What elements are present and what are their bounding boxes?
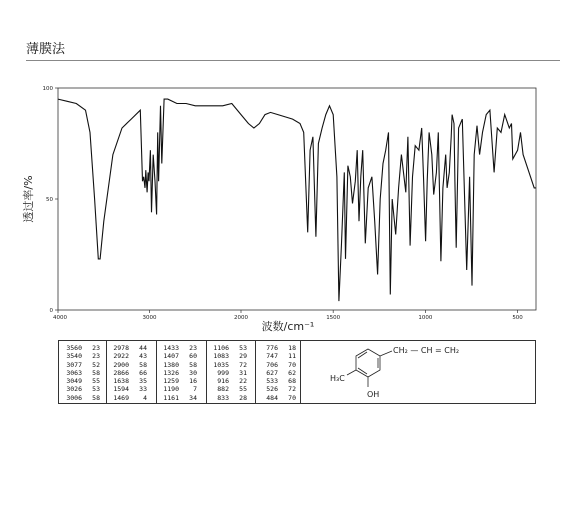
peak-table-row	[62, 361, 100, 369]
peak-table-row	[159, 344, 197, 352]
peak-wavenumber: 3006	[66, 393, 82, 402]
peak-transmittance: 55	[92, 377, 100, 386]
peak-transmittance: 72	[239, 360, 247, 369]
peak-wavenumber: 882	[217, 385, 229, 394]
peak-transmittance: 35	[139, 377, 147, 386]
peak-transmittance: 55	[239, 385, 247, 394]
peak-table-row	[258, 369, 296, 377]
peak-transmittance: 4	[143, 393, 147, 402]
hydroxyl-label: OH	[367, 390, 380, 399]
benzene-ring	[356, 349, 380, 377]
x-axis-label: 波数/cm⁻¹	[261, 320, 315, 333]
peak-wavenumber: 2900	[113, 360, 129, 369]
peak-table-row	[258, 377, 296, 385]
x-tick-label: 1500	[326, 315, 341, 321]
peak-wavenumber: 3063	[66, 368, 82, 377]
peak-transmittance: 58	[92, 368, 100, 377]
peak-transmittance: 62	[288, 368, 296, 377]
peak-transmittance: 52	[92, 360, 100, 369]
allyl-chain-label: CH₂ — CH = CH₂	[393, 346, 460, 355]
peak-wavenumber: 916	[217, 377, 229, 386]
peak-transmittance: 31	[239, 368, 247, 377]
molecular-structure	[300, 341, 535, 403]
peak-transmittance: 58	[92, 393, 100, 402]
peak-table-row	[258, 344, 296, 352]
peak-transmittance: 68	[288, 377, 296, 386]
peak-table-row	[159, 385, 197, 393]
peak-transmittance: 70	[288, 393, 296, 402]
peak-transmittance: 66	[139, 368, 147, 377]
y-tick-label: 100	[42, 86, 53, 92]
page-title: 薄膜法	[26, 42, 66, 57]
peak-table-row	[209, 385, 247, 393]
peak-table-row	[109, 352, 147, 360]
x-tick-label: 3000	[142, 315, 157, 321]
peak-wavenumber: 706	[266, 360, 278, 369]
peak-table-row	[159, 369, 197, 377]
peak-transmittance: 60	[189, 352, 197, 361]
peak-table-row	[258, 352, 296, 360]
peak-wavenumber: 533	[266, 377, 278, 386]
y-tick-label: 50	[46, 197, 53, 203]
peak-wavenumber: 2922	[113, 352, 129, 361]
peak-transmittance: 18	[288, 344, 296, 352]
peak-wavenumber: 3560	[66, 344, 82, 352]
peak-transmittance: 44	[139, 344, 147, 352]
peak-transmittance: 16	[189, 377, 197, 386]
peak-table-row	[62, 394, 100, 402]
peak-transmittance: 11	[288, 352, 296, 361]
peak-transmittance: 28	[239, 393, 247, 402]
peak-table-row	[109, 344, 147, 352]
peak-wavenumber: 3049	[66, 377, 82, 386]
x-tick-label: 1000	[418, 315, 433, 321]
bond-to-allyl	[380, 351, 392, 356]
peak-wavenumber: 833	[217, 393, 229, 402]
peak-wavenumber: 1638	[113, 377, 129, 386]
peak-transmittance: 22	[239, 377, 247, 386]
peak-wavenumber: 1161	[163, 393, 179, 402]
peak-transmittance: 43	[139, 352, 147, 361]
peak-transmittance: 70	[288, 360, 296, 369]
peak-transmittance: 23	[92, 352, 100, 361]
peak-wavenumber: 3026	[66, 385, 82, 394]
peak-table-row	[109, 369, 147, 377]
peak-table-row	[159, 377, 197, 385]
peak-wavenumber: 1594	[113, 385, 129, 394]
peak-wavenumber: 1035	[213, 360, 229, 369]
peak-table-row	[62, 344, 100, 352]
peak-transmittance: 58	[139, 360, 147, 369]
x-tick-label: 4000	[53, 315, 67, 321]
peak-wavenumber: 2978	[113, 344, 129, 352]
peak-table-row	[62, 377, 100, 385]
peak-table-row	[109, 361, 147, 369]
peak-table	[58, 340, 536, 404]
peak-wavenumber: 776	[266, 344, 278, 352]
peak-table-row	[159, 352, 197, 360]
peak-table-row	[258, 385, 296, 393]
peak-transmittance: 7	[193, 385, 197, 394]
peak-wavenumber: 2866	[113, 368, 129, 377]
spectrum-series-line	[58, 99, 536, 301]
peak-wavenumber: 1407	[163, 352, 179, 361]
peak-table-row	[209, 369, 247, 377]
peak-transmittance: 33	[139, 385, 147, 394]
peak-table-column	[156, 341, 207, 403]
peak-table-row	[62, 385, 100, 393]
peak-transmittance: 58	[189, 360, 197, 369]
peak-wavenumber: 484	[266, 393, 278, 402]
peak-wavenumber: 999	[217, 368, 229, 377]
peak-wavenumber: 3540	[66, 352, 82, 361]
methyl-label: H₃C	[330, 374, 345, 383]
peak-transmittance: 53	[92, 385, 100, 394]
peak-table-row	[62, 369, 100, 377]
peak-wavenumber: 1433	[163, 344, 179, 352]
peak-table-row	[109, 377, 147, 385]
peak-table-row	[258, 361, 296, 369]
peak-table-column	[206, 341, 256, 403]
x-tick-label: 500	[512, 315, 523, 321]
peak-wavenumber: 1380	[163, 360, 179, 369]
y-axis-label: 透过率/%	[22, 175, 35, 223]
structure-drawing	[300, 341, 535, 403]
peak-table-row	[209, 352, 247, 360]
peak-table-row	[209, 344, 247, 352]
x-tick-label: 2000	[234, 315, 248, 321]
peak-wavenumber: 627	[266, 368, 278, 377]
peak-wavenumber: 747	[266, 352, 278, 361]
peak-transmittance: 29	[239, 352, 247, 361]
peak-wavenumber: 1326	[163, 368, 179, 377]
peak-transmittance: 72	[288, 385, 296, 394]
peak-wavenumber: 1469	[113, 393, 129, 402]
peak-table-row	[159, 394, 197, 402]
peak-wavenumber: 1083	[213, 352, 229, 361]
peak-table-row	[209, 394, 247, 402]
peak-table-column	[106, 341, 157, 403]
peak-transmittance: 23	[92, 344, 100, 352]
peak-transmittance: 34	[189, 393, 197, 402]
peak-wavenumber: 1106	[213, 344, 229, 352]
y-tick-label: 0	[49, 308, 53, 314]
peak-wavenumber: 526	[266, 385, 278, 394]
peak-transmittance: 23	[189, 344, 197, 352]
peak-table-row	[159, 361, 197, 369]
bond-to-methyl	[347, 370, 356, 375]
peak-table-row	[258, 394, 296, 402]
peak-wavenumber: 1190	[163, 385, 179, 394]
peak-transmittance: 53	[239, 344, 247, 352]
peak-table-row	[209, 361, 247, 369]
peak-transmittance: 30	[189, 368, 197, 377]
peak-table-column	[59, 341, 107, 403]
peak-table-row	[209, 377, 247, 385]
peak-table-row	[109, 385, 147, 393]
peak-wavenumber: 3077	[66, 360, 82, 369]
peak-table-row	[109, 394, 147, 402]
peak-table-column	[255, 341, 301, 403]
peak-table-row	[62, 352, 100, 360]
peak-wavenumber: 1259	[163, 377, 179, 386]
